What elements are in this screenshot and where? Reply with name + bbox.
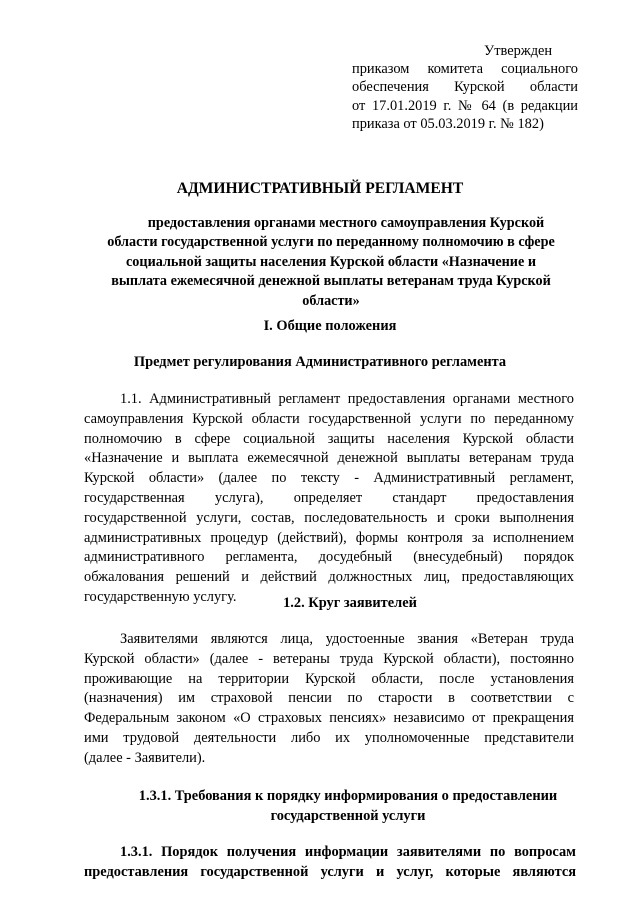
subtitle-line: предоставления органами местного самоуправления Курской xyxy=(147,215,545,231)
paragraph-line: государственную услугу. xyxy=(84,588,237,605)
paragraph-line: 1.1. Административный регламент предоставления органами местного xyxy=(120,391,574,407)
paragraph-line: (назначения) им страховой пенсии по старости в соответствии с xyxy=(84,690,574,707)
paragraph-line: Федеральным законом «О страховых пенсиях» независимо от прекращения xyxy=(84,710,574,727)
approval-line: приказа от 05.03.2019 г. № 182) xyxy=(352,115,544,132)
paragraph-line: ими трудовой деятельности либо их уполномоченные представители xyxy=(84,729,574,746)
paragraph-line: административного регламента, досудебный (внесудебный) порядок xyxy=(84,549,574,566)
section-heading-subject: Предмет регулирования Административного регламента xyxy=(133,354,507,370)
paragraph-line: «Назначение и выплата ежемесячной денежной выплаты ветеранам труда xyxy=(84,450,574,467)
approval-line: приказом комитета социального xyxy=(352,61,578,78)
paragraph-line: Заявителями являются лица, удостоенные звания «Ветеран труда xyxy=(120,631,574,647)
paragraph-line: (далее - Заявители). xyxy=(84,749,206,766)
approval-line: от 17.01.2019 г. № 64 (в редакции xyxy=(352,97,578,114)
paragraph-line: Курской области» (далее - ветераны труда Курской области), постоянно xyxy=(84,650,574,667)
heading-line: 1.3.1. Требования к порядку информирования о предоставлении xyxy=(138,788,558,804)
section-heading-requirements xyxy=(118,786,578,826)
paragraph-line: государственная услуга), определяет стандарт предоставления xyxy=(84,489,574,506)
section-heading-applicants: 1.2. Круг заявителей xyxy=(283,595,417,611)
approval-line: обеспечения Курской области xyxy=(352,79,578,96)
subtitle-line: выплата ежемесячной денежной выплаты ветеранам труда Курской xyxy=(111,273,551,290)
paragraph-1-1 xyxy=(84,390,574,608)
approval-stamp xyxy=(352,42,578,133)
paragraph-line: самоуправления Курской области государственной услуги по переданному xyxy=(84,410,574,427)
paragraph-line: Курской области» (далее по тексту - Административный регламент, xyxy=(84,470,574,487)
paragraph-applicants xyxy=(84,630,574,769)
paragraph-line: предоставления государственной услуги и услуг, которые являются xyxy=(84,864,576,880)
subtitle-line: области государственной услуги по переданному полномочию в сфере xyxy=(107,234,555,251)
subtitle-line: области» xyxy=(302,292,360,309)
paragraph-line: административных процедур (действий), формы контроля за исполнением xyxy=(84,529,574,546)
paragraph-line: проживающие на территории Курской области, после установления xyxy=(84,670,574,687)
paragraph-line: обжалования решений и действий должностных лиц, предоставляющих xyxy=(84,569,574,586)
section-heading-general: I. Общие положения xyxy=(263,318,397,334)
heading-line: государственной услуги xyxy=(270,808,426,824)
document-subtitle xyxy=(86,214,576,311)
paragraph-line: государственной услуги, состав, последовательность и сроки выполнения xyxy=(84,509,574,526)
paragraph-line: 1.3.1. Порядок получения информации заявителями по вопросам xyxy=(120,844,576,860)
paragraph-1-3-1 xyxy=(84,842,576,882)
paragraph-line: полномочию в сфере социальной защиты населения Курской области xyxy=(84,430,574,447)
document-title: АДМИНИСТРАТИВНЫЙ РЕГЛАМЕНТ xyxy=(176,180,464,197)
subtitle-line: социальной защиты населения Курской области «Назначение и xyxy=(126,253,536,270)
approval-line: Утвержден xyxy=(484,43,553,59)
